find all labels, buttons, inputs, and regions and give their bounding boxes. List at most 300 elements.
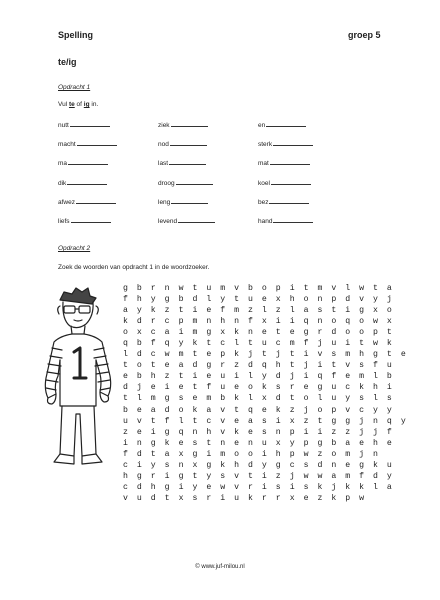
grid-letter[interactable]: e	[178, 383, 184, 393]
grid-letter[interactable]: v	[234, 482, 240, 492]
grid-letter[interactable]: e	[206, 482, 212, 492]
grid-letter[interactable]: t	[248, 339, 253, 349]
grid-letter[interactable]: y	[150, 460, 156, 470]
grid-letter[interactable]: v	[123, 493, 128, 503]
grid-letter[interactable]: a	[248, 416, 253, 426]
grid-letter[interactable]: z	[234, 361, 240, 371]
grid-letter[interactable]: t	[192, 416, 198, 426]
grid-letter[interactable]: i	[303, 372, 309, 382]
grid-letter[interactable]: k	[317, 482, 323, 492]
grid-letter[interactable]: k	[164, 438, 170, 448]
grid-letter[interactable]: t	[331, 361, 337, 371]
grid-letter[interactable]: o	[234, 449, 240, 459]
grid-letter[interactable]: s	[303, 482, 309, 492]
grid-letter[interactable]: l	[136, 394, 142, 404]
grid-letter[interactable]: j	[303, 361, 309, 371]
grid-letter[interactable]: k	[150, 306, 156, 316]
grid-letter[interactable]: x	[373, 306, 378, 316]
grid-letter[interactable]: r	[275, 493, 281, 503]
grid-letter[interactable]: j	[303, 405, 309, 415]
grid-letter[interactable]: t	[178, 306, 184, 316]
grid-letter[interactable]: c	[150, 328, 156, 338]
grid-letter[interactable]: e	[289, 328, 295, 338]
grid-letter[interactable]: k	[192, 339, 198, 349]
grid-letter[interactable]: l	[234, 339, 240, 349]
grid-letter[interactable]: g	[206, 328, 212, 338]
grid-letter[interactable]: z	[345, 427, 351, 437]
grid-letter[interactable]: i	[136, 460, 142, 470]
grid-letter[interactable]: a	[123, 306, 128, 316]
grid-letter[interactable]: v	[345, 405, 351, 415]
grid-letter[interactable]: k	[192, 405, 198, 415]
grid-letter[interactable]: k	[373, 460, 378, 470]
grid-letter[interactable]: d	[275, 394, 281, 404]
answer-blank[interactable]	[273, 215, 313, 223]
grid-letter[interactable]: a	[386, 284, 392, 293]
grid-letter[interactable]: t	[123, 361, 128, 371]
grid-letter[interactable]: i	[317, 361, 323, 371]
grid-letter[interactable]: s	[303, 460, 309, 470]
grid-letter[interactable]: o	[136, 361, 142, 371]
grid-letter[interactable]: m	[359, 372, 365, 382]
grid-letter[interactable]: g	[178, 471, 184, 481]
grid-letter[interactable]: f	[123, 449, 128, 459]
grid-letter[interactable]: t	[123, 394, 128, 404]
grid-letter[interactable]: h	[206, 427, 212, 437]
grid-letter[interactable]: v	[345, 361, 351, 371]
grid-letter[interactable]: i	[192, 372, 198, 382]
grid-letter[interactable]: t	[150, 416, 156, 426]
grid-letter[interactable]: u	[331, 383, 337, 393]
grid-letter[interactable]: h	[220, 317, 226, 327]
grid-letter[interactable]: f	[164, 416, 170, 426]
grid-letter[interactable]: r	[317, 328, 323, 338]
grid-letter[interactable]: o	[261, 284, 267, 293]
answer-blank[interactable]	[273, 138, 313, 146]
grid-letter[interactable]: o	[345, 328, 351, 338]
grid-letter[interactable]: c	[345, 383, 351, 393]
grid-letter[interactable]: t	[248, 471, 253, 481]
answer-blank[interactable]	[68, 157, 108, 165]
grid-letter[interactable]: a	[345, 438, 351, 448]
grid-letter[interactable]: r	[150, 284, 156, 293]
answer-blank[interactable]	[71, 215, 111, 223]
grid-letter[interactable]: r	[289, 383, 295, 393]
grid-letter[interactable]: l	[123, 350, 128, 360]
grid-letter[interactable]: c	[275, 339, 281, 349]
grid-letter[interactable]: m	[345, 350, 351, 360]
grid-letter[interactable]: l	[206, 295, 212, 305]
grid-letter[interactable]: k	[234, 394, 240, 404]
grid-letter[interactable]: y	[136, 306, 142, 316]
grid-letter[interactable]: c	[359, 405, 365, 415]
grid-letter[interactable]: y	[261, 372, 267, 382]
grid-letter[interactable]: g	[317, 383, 323, 393]
grid-letter[interactable]: w	[178, 284, 184, 293]
grid-letter[interactable]: k	[123, 317, 128, 327]
grid-letter[interactable]: b	[123, 405, 128, 415]
grid-letter[interactable]: n	[136, 438, 142, 448]
grid-letter[interactable]: h	[123, 471, 128, 481]
grid-letter[interactable]: q	[386, 416, 392, 426]
grid-letter[interactable]: i	[178, 482, 184, 492]
grid-letter[interactable]: f	[123, 295, 128, 305]
grid-letter[interactable]: t	[234, 405, 240, 415]
answer-blank[interactable]	[266, 119, 306, 127]
grid-letter[interactable]: x	[136, 328, 142, 338]
grid-letter[interactable]: p	[331, 295, 337, 305]
grid-letter[interactable]: r	[206, 493, 212, 503]
grid-letter[interactable]: s	[359, 361, 365, 371]
grid-letter[interactable]: g	[206, 361, 212, 371]
grid-letter[interactable]: i	[289, 284, 295, 293]
grid-letter[interactable]: t	[331, 306, 337, 316]
grid-letter[interactable]: w	[220, 482, 226, 492]
grid-letter[interactable]: g	[164, 427, 170, 437]
grid-letter[interactable]: t	[164, 493, 170, 503]
grid-letter[interactable]: e	[248, 427, 253, 437]
grid-letter[interactable]: m	[192, 317, 198, 327]
answer-blank[interactable]	[170, 138, 207, 146]
grid-letter[interactable]: p	[373, 328, 378, 338]
grid-letter[interactable]: t	[275, 328, 281, 338]
grid-letter[interactable]: u	[386, 460, 392, 470]
grid-letter[interactable]: v	[234, 471, 240, 481]
grid-letter[interactable]: a	[331, 471, 337, 481]
grid-letter[interactable]: a	[206, 405, 212, 415]
grid-letter[interactable]: o	[178, 405, 184, 415]
grid-letter[interactable]: c	[123, 460, 128, 470]
grid-letter[interactable]: t	[192, 350, 198, 360]
grid-letter[interactable]: m	[220, 284, 226, 293]
grid-letter[interactable]: j	[359, 449, 365, 459]
grid-letter[interactable]: e	[136, 427, 142, 437]
grid-letter[interactable]: f	[206, 383, 212, 393]
grid-letter[interactable]: r	[150, 317, 156, 327]
grid-letter[interactable]: v	[136, 416, 142, 426]
grid-letter[interactable]: a	[164, 328, 170, 338]
grid-letter[interactable]: z	[317, 493, 323, 503]
grid-letter[interactable]: v	[220, 405, 226, 415]
grid-letter[interactable]: l	[373, 482, 378, 492]
grid-letter[interactable]: l	[248, 372, 253, 382]
grid-letter[interactable]: w	[359, 493, 365, 503]
answer-blank[interactable]	[67, 177, 107, 185]
grid-letter[interactable]: o	[359, 317, 365, 327]
grid-letter[interactable]: i	[275, 416, 281, 426]
grid-letter[interactable]: z	[248, 306, 253, 316]
grid-letter[interactable]: y	[150, 295, 156, 305]
grid-letter[interactable]: e	[261, 295, 267, 305]
grid-letter[interactable]: l	[345, 284, 351, 293]
grid-letter[interactable]: u	[331, 339, 337, 349]
grid-letter[interactable]: x	[386, 317, 392, 327]
grid-letter[interactable]: i	[386, 383, 392, 393]
grid-letter[interactable]: c	[164, 317, 170, 327]
grid-letter[interactable]: u	[248, 295, 253, 305]
grid-letter[interactable]: e	[136, 405, 142, 415]
grid-letter[interactable]: o	[123, 328, 128, 338]
grid-letter[interactable]: y	[400, 416, 406, 426]
grid-letter[interactable]: h	[150, 372, 156, 382]
grid-letter[interactable]: e	[234, 416, 240, 426]
grid-letter[interactable]: d	[164, 405, 170, 415]
grid-letter[interactable]: g	[164, 482, 170, 492]
grid-letter[interactable]: o	[359, 328, 365, 338]
grid-letter[interactable]: n	[192, 427, 198, 437]
grid-letter[interactable]: k	[386, 339, 392, 349]
grid-letter[interactable]: d	[136, 449, 142, 459]
grid-letter[interactable]: j	[386, 295, 392, 305]
grid-letter[interactable]: o	[317, 405, 323, 415]
grid-letter[interactable]: d	[192, 295, 198, 305]
grid-letter[interactable]: q	[164, 339, 170, 349]
grid-letter[interactable]: f	[248, 317, 253, 327]
grid-letter[interactable]: q	[248, 405, 253, 415]
grid-letter[interactable]: d	[345, 295, 351, 305]
grid-letter[interactable]: h	[373, 438, 378, 448]
grid-letter[interactable]: z	[303, 416, 309, 426]
grid-letter[interactable]: q	[123, 339, 128, 349]
grid-letter[interactable]: i	[303, 427, 309, 437]
answer-blank[interactable]	[271, 177, 311, 185]
grid-letter[interactable]: g	[303, 328, 309, 338]
grid-letter[interactable]: f	[386, 427, 392, 437]
grid-letter[interactable]: k	[234, 328, 240, 338]
grid-letter[interactable]: u	[206, 284, 212, 293]
grid-letter[interactable]: h	[150, 482, 156, 492]
grid-letter[interactable]: o	[386, 306, 392, 316]
grid-letter[interactable]: j	[373, 427, 378, 437]
grid-letter[interactable]: m	[289, 339, 295, 349]
grid-letter[interactable]: e	[234, 438, 240, 448]
answer-blank[interactable]	[178, 215, 215, 223]
grid-letter[interactable]: j	[289, 372, 295, 382]
grid-letter[interactable]: h	[373, 383, 378, 393]
grid-letter[interactable]: l	[373, 394, 378, 404]
grid-letter[interactable]: s	[275, 482, 281, 492]
grid-letter[interactable]: a	[303, 306, 309, 316]
grid-letter[interactable]: m	[234, 306, 240, 316]
grid-letter[interactable]: y	[345, 394, 351, 404]
grid-letter[interactable]: x	[192, 460, 198, 470]
grid-letter[interactable]: i	[192, 306, 198, 316]
grid-letter[interactable]: d	[248, 460, 253, 470]
grid-letter[interactable]: l	[289, 306, 295, 316]
grid-letter[interactable]: c	[289, 460, 295, 470]
grid-letter[interactable]: j	[317, 339, 323, 349]
grid-letter[interactable]: d	[331, 328, 337, 338]
grid-letter[interactable]: i	[206, 449, 212, 459]
grid-letter[interactable]: s	[192, 438, 198, 448]
grid-letter[interactable]: w	[303, 449, 309, 459]
grid-letter[interactable]: o	[331, 449, 337, 459]
grid-letter[interactable]: u	[261, 339, 267, 349]
grid-letter[interactable]: z	[317, 449, 323, 459]
grid-letter[interactable]: m	[192, 328, 198, 338]
grid-letter[interactable]: z	[164, 306, 170, 316]
grid-letter[interactable]: y	[289, 438, 295, 448]
grid-letter[interactable]: h	[275, 361, 281, 371]
answer-blank[interactable]	[171, 196, 208, 204]
grid-letter[interactable]: n	[248, 328, 253, 338]
grid-letter[interactable]: n	[317, 295, 323, 305]
grid-letter[interactable]: l	[248, 394, 253, 404]
grid-letter[interactable]: u	[261, 438, 267, 448]
grid-letter[interactable]: s	[192, 493, 198, 503]
grid-letter[interactable]: i	[275, 317, 281, 327]
grid-letter[interactable]: t	[206, 339, 212, 349]
grid-letter[interactable]: g	[317, 438, 323, 448]
grid-letter[interactable]: d	[136, 482, 142, 492]
grid-letter[interactable]: o	[331, 317, 337, 327]
grid-letter[interactable]: a	[386, 482, 392, 492]
grid-letter[interactable]: s	[220, 471, 226, 481]
grid-letter[interactable]: t	[359, 339, 365, 349]
grid-letter[interactable]: e	[123, 372, 128, 382]
grid-letter[interactable]: g	[123, 284, 128, 293]
grid-letter[interactable]: t	[192, 284, 198, 293]
answer-blank[interactable]	[269, 196, 309, 204]
grid-letter[interactable]: a	[178, 361, 184, 371]
grid-letter[interactable]: t	[178, 372, 184, 382]
answer-blank[interactable]	[270, 157, 310, 165]
grid-letter[interactable]: d	[136, 350, 142, 360]
grid-letter[interactable]: s	[359, 394, 365, 404]
grid-letter[interactable]: v	[331, 284, 337, 293]
grid-letter[interactable]: w	[359, 284, 365, 293]
grid-letter[interactable]: n	[164, 284, 170, 293]
grid-letter[interactable]: m	[317, 284, 323, 293]
grid-letter[interactable]: g	[136, 471, 142, 481]
grid-letter[interactable]: e	[303, 493, 309, 503]
grid-letter[interactable]: i	[178, 328, 184, 338]
grid-letter[interactable]: d	[150, 493, 156, 503]
grid-letter[interactable]: e	[261, 405, 267, 415]
grid-letter[interactable]: g	[373, 350, 378, 360]
grid-letter[interactable]: w	[373, 317, 378, 327]
grid-letter[interactable]: l	[178, 416, 184, 426]
grid-letter[interactable]: k	[275, 405, 281, 415]
grid-letter[interactable]: v	[359, 295, 365, 305]
grid-letter[interactable]: t	[386, 350, 392, 360]
grid-letter[interactable]: e	[164, 361, 170, 371]
grid-letter[interactable]: k	[359, 482, 365, 492]
grid-letter[interactable]: n	[331, 460, 337, 470]
grid-letter[interactable]: n	[373, 416, 378, 426]
grid-letter[interactable]: e	[303, 383, 309, 393]
grid-letter[interactable]: b	[220, 394, 226, 404]
grid-letter[interactable]: n	[275, 427, 281, 437]
grid-letter[interactable]: g	[331, 416, 337, 426]
answer-blank[interactable]	[77, 138, 117, 146]
grid-letter[interactable]: s	[178, 394, 184, 404]
grid-letter[interactable]: e	[206, 306, 212, 316]
grid-letter[interactable]: s	[261, 416, 267, 426]
grid-letter[interactable]: x	[275, 295, 281, 305]
grid-letter[interactable]: s	[386, 394, 392, 404]
grid-letter[interactable]: z	[164, 372, 170, 382]
grid-letter[interactable]: u	[234, 493, 240, 503]
grid-letter[interactable]: z	[275, 306, 281, 316]
grid-letter[interactable]: i	[220, 493, 226, 503]
grid-letter[interactable]: u	[386, 361, 392, 371]
grid-letter[interactable]: f	[331, 372, 337, 382]
grid-letter[interactable]: k	[220, 460, 226, 470]
grid-letter[interactable]: f	[303, 339, 309, 349]
grid-letter[interactable]: k	[359, 383, 365, 393]
grid-letter[interactable]: l	[261, 306, 267, 316]
grid-letter[interactable]: n	[220, 438, 226, 448]
grid-letter[interactable]: f	[220, 306, 226, 316]
grid-letter[interactable]: m	[178, 350, 184, 360]
grid-letter[interactable]: b	[248, 284, 253, 293]
grid-letter[interactable]: g	[192, 449, 198, 459]
grid-letter[interactable]: x	[261, 394, 267, 404]
grid-letter[interactable]: m	[345, 449, 351, 459]
grid-letter[interactable]: t	[303, 284, 309, 293]
grid-letter[interactable]: i	[123, 438, 128, 448]
grid-letter[interactable]: t	[289, 350, 295, 360]
grid-letter[interactable]: d	[123, 383, 128, 393]
answer-blank[interactable]	[169, 157, 206, 165]
grid-letter[interactable]: i	[261, 471, 267, 481]
grid-letter[interactable]: z	[123, 427, 128, 437]
grid-letter[interactable]: w	[164, 350, 170, 360]
grid-letter[interactable]: r	[220, 361, 226, 371]
answer-blank[interactable]	[76, 196, 116, 204]
grid-letter[interactable]: p	[289, 427, 295, 437]
grid-letter[interactable]: v	[220, 416, 226, 426]
grid-letter[interactable]: e	[400, 350, 406, 360]
grid-letter[interactable]: f	[150, 339, 156, 349]
grid-letter[interactable]: f	[373, 361, 378, 371]
grid-letter[interactable]: f	[359, 471, 365, 481]
grid-letter[interactable]: n	[317, 317, 323, 327]
grid-letter[interactable]: l	[373, 372, 378, 382]
grid-letter[interactable]: n	[373, 449, 378, 459]
grid-letter[interactable]: j	[359, 427, 365, 437]
grid-letter[interactable]: d	[136, 317, 142, 327]
grid-letter[interactable]: q	[345, 317, 351, 327]
grid-letter[interactable]: h	[234, 460, 240, 470]
grid-letter[interactable]: g	[206, 460, 212, 470]
grid-letter[interactable]: b	[331, 438, 337, 448]
grid-letter[interactable]: m	[345, 471, 351, 481]
grid-letter[interactable]: e	[192, 394, 198, 404]
grid-letter[interactable]: e	[359, 438, 365, 448]
grid-letter[interactable]: m	[220, 449, 226, 459]
grid-letter[interactable]: h	[275, 449, 281, 459]
grid-letter[interactable]: p	[303, 438, 309, 448]
grid-letter[interactable]: k	[248, 493, 253, 503]
grid-letter[interactable]: s	[164, 460, 170, 470]
grid-letter[interactable]: c	[206, 416, 212, 426]
grid-letter[interactable]: a	[164, 449, 170, 459]
grid-letter[interactable]: i	[164, 383, 170, 393]
answer-blank[interactable]	[70, 119, 110, 127]
grid-letter[interactable]: d	[373, 471, 378, 481]
grid-letter[interactable]: i	[345, 339, 351, 349]
grid-letter[interactable]: b	[136, 372, 142, 382]
grid-letter[interactable]: p	[275, 284, 281, 293]
grid-letter[interactable]: i	[303, 350, 309, 360]
grid-letter[interactable]: y	[373, 405, 378, 415]
grid-letter[interactable]: e	[178, 438, 184, 448]
grid-letter[interactable]: h	[359, 350, 365, 360]
grid-letter[interactable]: j	[275, 350, 281, 360]
grid-letter[interactable]: i	[234, 372, 240, 382]
